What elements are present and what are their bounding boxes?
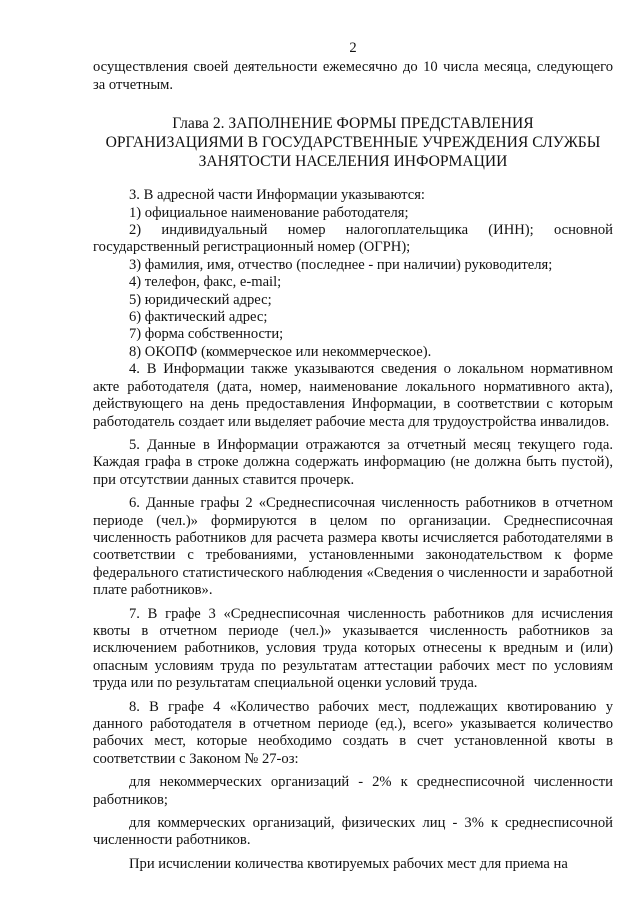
list-item: 7) форма собственности; bbox=[129, 326, 284, 343]
list-item: 4) телефон, факс, e-mail; bbox=[129, 274, 282, 291]
paragraph-5: 5. Данные в Информации отражаются за отчетный месяц текущего года. Каждая графа в строке должна содержать информацию (не должна быть пустой), при отсутствии данных ставится прочерк. bbox=[93, 436, 613, 488]
document-page bbox=[93, 40, 613, 873]
list-item: 2) индивидуальный номер налогоплательщика (ИНН); основной государственный регистрационный номер (ОГРН); bbox=[93, 222, 613, 256]
paragraph-7: 7. В графе 3 «Среднесписочная численность работников для исчисления квоты в отчетном периоде (чел.)» указывается численность работников за исключением работников, условия труда которых отнесены к вредным и (или) опасным условиям труда по результатам аттестации рабочих мест по условиям труда или по результатам специальной оценки условий труда. bbox=[93, 605, 613, 692]
page-number: 2 bbox=[349, 40, 357, 56]
list-item: 6) фактический адрес; bbox=[129, 309, 268, 326]
chapter-title-line-3: ЗАНЯТОСТИ НАСЕЛЕНИЯ ИНФОРМАЦИИ bbox=[198, 153, 508, 171]
chapter-title-line-1: Глава 2. ЗАПОЛНЕНИЕ ФОРМЫ ПРЕДСТАВЛЕНИЯ bbox=[172, 115, 534, 133]
list-item: 1) официальное наименование работодателя; bbox=[129, 204, 409, 221]
paragraph-9: При исчислении количества квотируемых рабочих мест для приема на bbox=[129, 855, 568, 872]
paragraph-8-commercial: для коммерческих организаций, физических лиц - 3% к среднесписочной численности работников. bbox=[93, 815, 613, 849]
paragraph-6: 6. Данные графы 2 «Среднесписочная численность работников в отчетном периоде (чел.)» формируются в целом по организации. Среднесписочная численность работников для расчета размера квоты исчисляется работодателями в соответствии с требованиями, установленными законодательством к форме федерального статистического наблюдения «Сведения о численности и заработной плате работников». bbox=[93, 495, 613, 599]
paragraph-8: 8. В графе 4 «Количество рабочих мест, подлежащих квотированию у данного работодателя в отчетном периоде (ед.), всего» указывается количество рабочих мест, которые необходимо создать в счет установленной квоты в соответствии с Законом № 27-оз: bbox=[93, 698, 613, 767]
paragraph-4: 4. В Информации также указываются сведения о локальном нормативном акте работодателя (дата, номер, наименование локального нормативного акта), действующего на день предоставления Информации, в соответствии с которым работодатель создает или выделяет рабочие места для трудоустройства инвалидов. bbox=[93, 361, 613, 430]
intro-paragraph: осуществления своей деятельности ежемесячно до 10 числа месяца, следующего за отчетным. bbox=[93, 59, 613, 93]
list-item: 5) юридический адрес; bbox=[129, 291, 272, 308]
list-item: 3) фамилия, имя, отчество (последнее - при наличии) руководителя; bbox=[129, 256, 553, 273]
paragraph-8-noncommercial: для некоммерческих организаций - 2% к среднесписочной численности работников; bbox=[93, 774, 613, 808]
chapter-title-line-2: ОРГАНИЗАЦИЯМИ В ГОСУДАРСТВЕННЫЕ УЧРЕЖДЕНИЯ СЛУЖБЫ bbox=[105, 134, 601, 152]
list-item: 8) ОКОПФ (коммерческое или некоммерческое). bbox=[129, 343, 432, 360]
section-3-heading: 3. В адресной части Информации указываются: bbox=[129, 187, 425, 204]
chapter-title bbox=[93, 114, 613, 171]
